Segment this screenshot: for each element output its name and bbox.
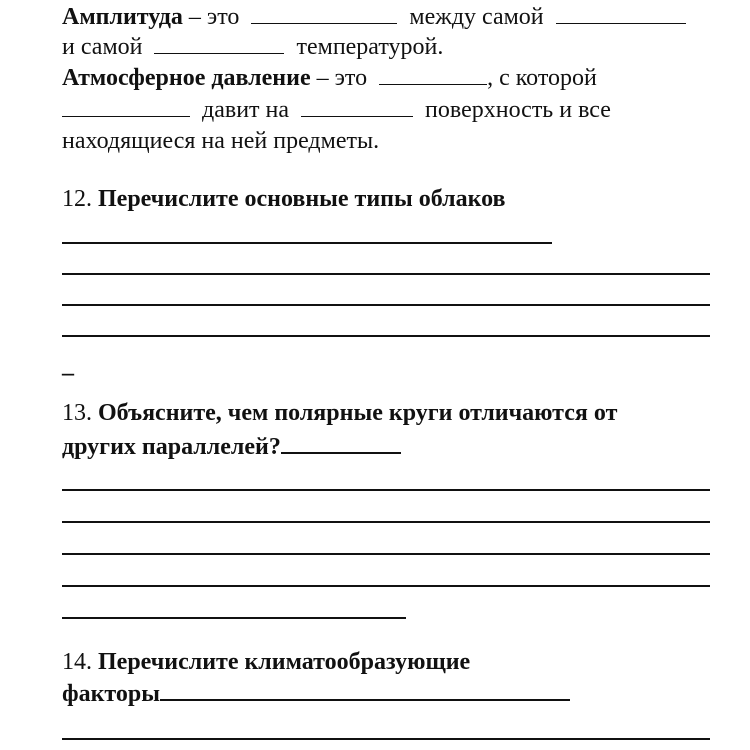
amplitude-between: между самой bbox=[409, 4, 544, 30]
q13-answer-line-4[interactable] bbox=[62, 585, 710, 587]
pressure-blank-3[interactable] bbox=[301, 96, 413, 117]
q13-answer-line-3[interactable] bbox=[62, 553, 710, 555]
q12-answer-line-3[interactable] bbox=[62, 304, 710, 306]
q14-answer-line-1[interactable] bbox=[62, 738, 710, 740]
pressure-term: Атмосферное давление bbox=[62, 65, 311, 91]
q13-answer-line-1[interactable] bbox=[62, 489, 710, 491]
pressure-surface: поверхность и все bbox=[425, 97, 611, 123]
q12-answer-line-1[interactable] bbox=[62, 242, 552, 244]
q14-text-1: Перечислите климатообразующие bbox=[98, 649, 471, 675]
amplitude-term: Амплитуда bbox=[62, 4, 183, 30]
pressure-rest: находящиеся на ней предметы. bbox=[62, 128, 380, 154]
q14-text-2: факторы bbox=[62, 681, 160, 707]
q13-inline-blank[interactable] bbox=[281, 432, 401, 454]
question-13-line-2 bbox=[62, 432, 407, 462]
amplitude-line-1 bbox=[62, 2, 692, 32]
q13-answer-line-2[interactable] bbox=[62, 521, 710, 523]
pressure-line-3 bbox=[62, 126, 379, 156]
question-12 bbox=[62, 184, 505, 214]
q12-answer-line-2[interactable] bbox=[62, 273, 710, 275]
q14-inline-blank[interactable] bbox=[160, 679, 570, 701]
q12-answer-line-4[interactable] bbox=[62, 335, 710, 337]
pressure-line-2 bbox=[62, 95, 611, 125]
amplitude-ending: температурой. bbox=[296, 34, 444, 60]
q12-number: 12. bbox=[62, 186, 92, 212]
q12-stray-underscore: _ bbox=[62, 352, 74, 378]
amplitude-line-2 bbox=[62, 32, 443, 62]
q14-number: 14. bbox=[62, 649, 92, 675]
q13-answer-line-5[interactable] bbox=[62, 617, 406, 619]
question-13-line-1 bbox=[62, 398, 617, 428]
q13-text-1: Объясните, чем полярные круги отличаются от bbox=[98, 400, 618, 426]
pressure-with-which: , с которой bbox=[487, 65, 597, 91]
pressure-blank-1[interactable] bbox=[379, 64, 487, 85]
question-14-line-2 bbox=[62, 679, 576, 709]
q13-text-2: других параллелей? bbox=[62, 434, 281, 460]
pressure-presses-on: давит на bbox=[202, 97, 290, 123]
pressure-line-1 bbox=[62, 63, 597, 93]
amplitude-and-the: и самой bbox=[62, 34, 143, 60]
amplitude-blank-3[interactable] bbox=[154, 33, 284, 54]
q13-number: 13. bbox=[62, 400, 92, 426]
pressure-blank-2[interactable] bbox=[62, 96, 190, 117]
amplitude-blank-1[interactable] bbox=[251, 3, 397, 24]
q12-text: Перечислите основные типы облаков bbox=[98, 186, 506, 212]
amplitude-blank-2[interactable] bbox=[556, 3, 686, 24]
question-14-line-1 bbox=[62, 647, 470, 677]
pressure-dash: – это bbox=[316, 65, 368, 91]
amplitude-dash: – это bbox=[188, 4, 240, 30]
